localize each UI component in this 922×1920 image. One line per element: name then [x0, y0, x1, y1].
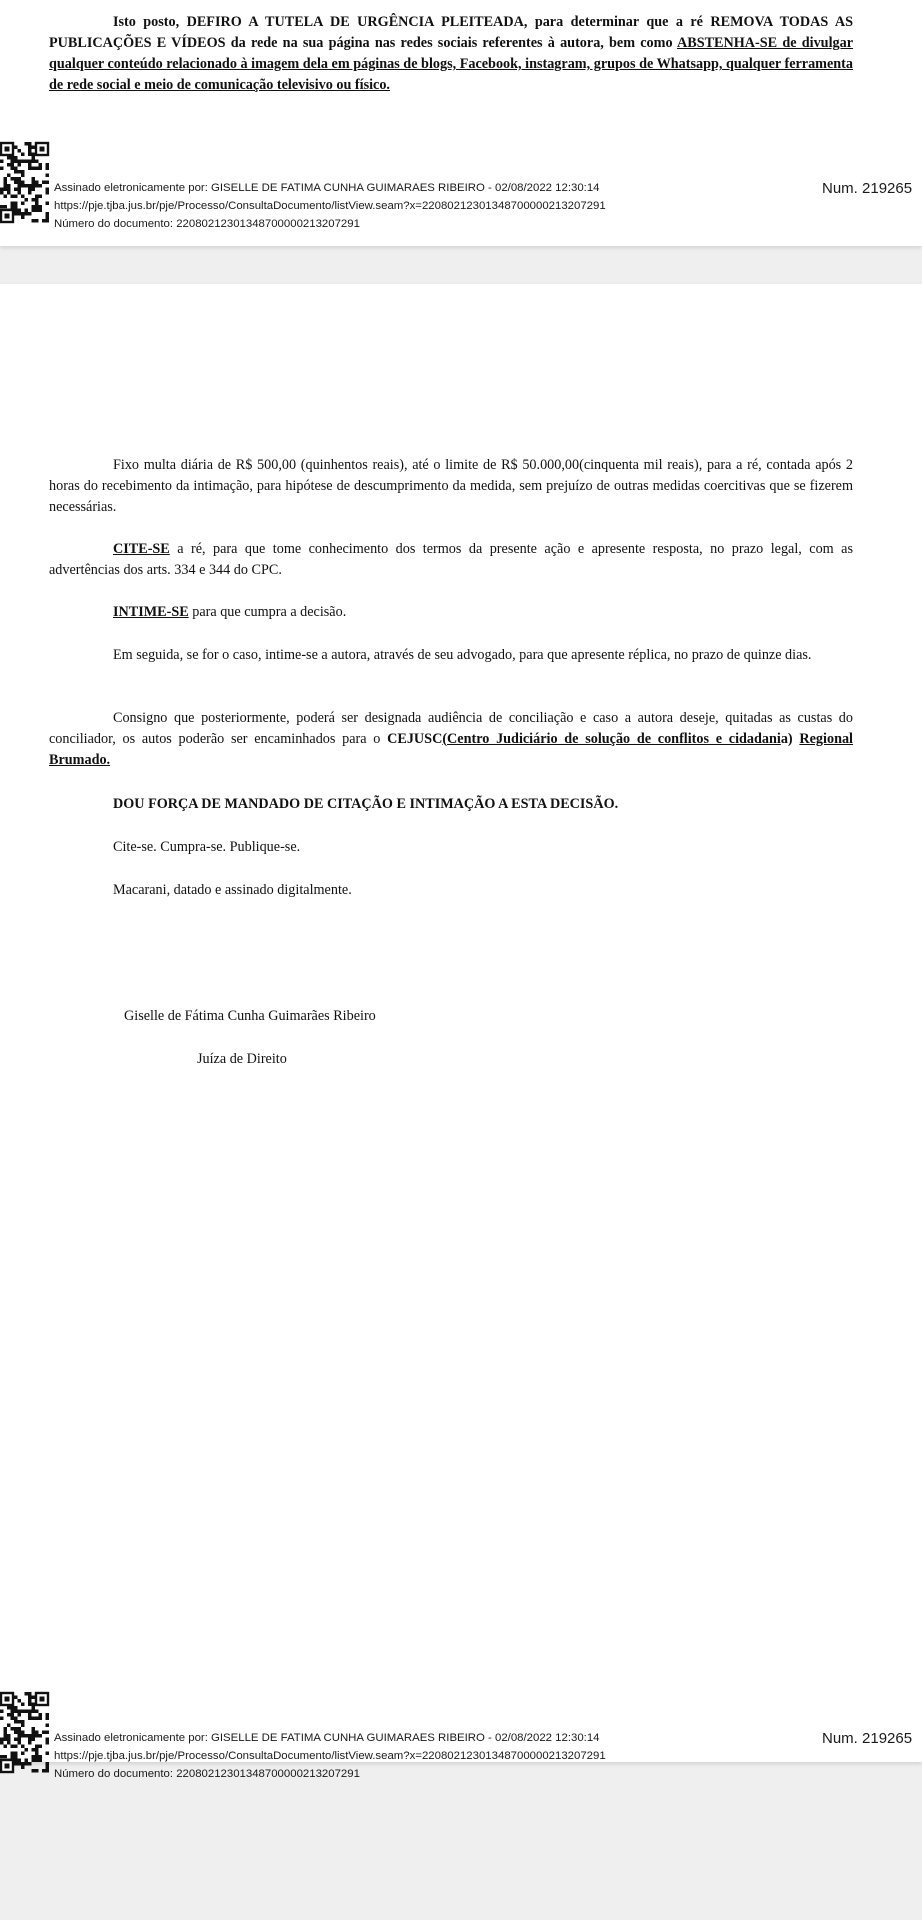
- place-date-paragraph: Macarani, datado e assinado digitalmente.: [113, 882, 352, 898]
- paren-close: ): [787, 731, 793, 747]
- cejusc-full-name: Centro Judiciário de solução de conflitos e cidadani: [447, 731, 781, 747]
- qr-code-icon: [0, 142, 49, 224]
- decision-middle: da rede na sua página nas redes sociais referentes à autora, bem como: [225, 35, 677, 51]
- signed-by-line: Assinado eletronicamente por: GISELLE DE FATIMA CUNHA GUIMARAES RIBEIRO - 02/08/2022 12:30:14: [54, 1732, 600, 1744]
- intimation-text: para que cumpra a decisão.: [188, 604, 347, 620]
- judge-name: Giselle de Fátima Cunha Guimarães Ribeiro: [124, 1008, 376, 1024]
- conciliation-text: Consigno que posteriormente, poderá ser designada audiência de conciliação e caso a autora deseje, quitadas as custas do conciliador, os autos poderão ser encaminhados para o: [49, 710, 853, 747]
- regional-brumado: Regional Brumado.: [49, 731, 853, 768]
- document-number-line: Número do documento: 22080212301348700000213207291: [54, 1768, 360, 1780]
- judge-title: Juíza de Direito: [197, 1051, 287, 1067]
- page-num-label: Num. 219265: [822, 180, 913, 197]
- remove-order: REMOVA TODAS AS PUBLICAÇÕES E VÍDEOS: [49, 14, 853, 51]
- intime-se-label: INTIME-SE: [113, 604, 189, 620]
- replica-paragraph: Em seguida, se for o caso, intime-se a autora, através de seu advogado, para que apresente réplica, no prazo de quinze dias.: [113, 647, 812, 663]
- decision-intro: Isto posto, DEFIRO A TUTELA DE URGÊNCIA PLEITEADA, para determinar que a ré: [113, 14, 711, 30]
- cejusc-letter-a: a: [780, 731, 788, 747]
- citation-paragraph: [49, 539, 853, 581]
- fine-paragraph: Fixo multa diária de R$ 500,00 (quinhentos reais), até o limite de R$ 50.000,00(cinquenta mil reais), para a ré, contada após 2 horas do recebimento da intimação, para hipótese de descumprimento da medida, sem prejuízo de outras medidas coercitivas que se fizerem necessárias.: [49, 457, 853, 515]
- page-num-label: Num. 219265: [822, 1730, 913, 1747]
- document-url-link[interactable]: https://pje.tjba.jus.br/pje/Processo/ConsultaDocumento/listView.seam?x=22080212301348700000213207291: [54, 1750, 606, 1762]
- citation-text: a ré, para que tome conhecimento dos termos da presente ação e apresente resposta, no prazo legal, com as advertências dos arts. 334 e 344 do CPC.: [49, 541, 853, 578]
- qr-code-icon: [0, 1692, 49, 1774]
- document-page-2: [0, 284, 922, 1780]
- document-page-1: [0, 0, 922, 246]
- abstain-order: ABSTENHA-SE de divulgar qualquer conteúdo relacionado à imagem dela em páginas de blogs, Facebook, instagram, grupos de Whatsapp, qualquer ferramenta de rede social e meio de comunicação televisivo ou físico.: [49, 35, 853, 93]
- cite-comply-paragraph: Cite-se. Cumpra-se. Publique-se.: [113, 839, 301, 855]
- paren-open: (: [442, 731, 448, 747]
- intimation-paragraph: [49, 602, 853, 623]
- conciliation-paragraph: [49, 708, 853, 771]
- cite-se-label: CITE-SE: [113, 541, 170, 557]
- document-url-link[interactable]: https://pje.tjba.jus.br/pje/Processo/ConsultaDocumento/listView.seam?x=22080212301348700000213207291: [54, 200, 606, 212]
- signature-block: [0, 142, 922, 228]
- urgency-decision-paragraph: [49, 12, 853, 96]
- signature-block-2: [0, 1692, 922, 1778]
- mandate-paragraph: DOU FORÇA DE MANDADO DE CITAÇÃO E INTIMAÇÃO A ESTA DECISÃO.: [113, 796, 619, 812]
- document-number-line: Número do documento: 22080212301348700000213207291: [54, 218, 360, 230]
- signed-by-line: Assinado eletronicamente por: GISELLE DE FATIMA CUNHA GUIMARAES RIBEIRO - 02/08/2022 12:30:14: [54, 182, 600, 194]
- cejusc-label: CEJUSC: [387, 731, 443, 747]
